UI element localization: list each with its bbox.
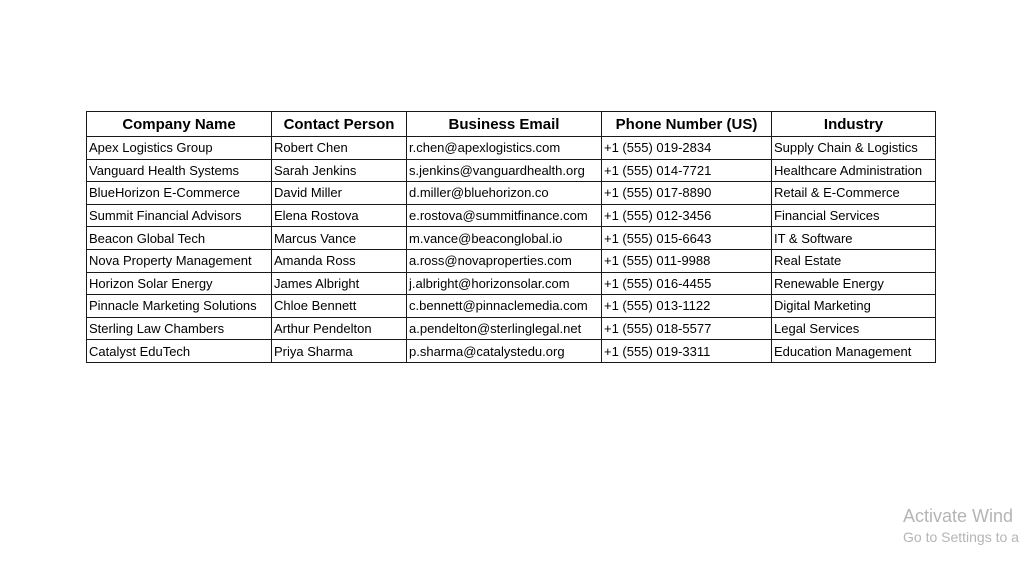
cell-business-email: a.ross@novaproperties.com xyxy=(407,249,602,272)
table-row xyxy=(87,227,936,250)
cell-phone-number: +1 (555) 015-6643 xyxy=(602,227,772,250)
cell-business-email: a.pendelton@sterlinglegal.net xyxy=(407,317,602,340)
cell-business-email: m.vance@beaconglobal.io xyxy=(407,227,602,250)
cell-company-name: Catalyst EduTech xyxy=(87,340,272,363)
cell-contact-person: Sarah Jenkins xyxy=(272,159,407,182)
table-row xyxy=(87,272,936,295)
contacts-table xyxy=(86,111,936,363)
cell-phone-number: +1 (555) 012-3456 xyxy=(602,204,772,227)
table-row xyxy=(87,295,936,318)
cell-contact-person: Marcus Vance xyxy=(272,227,407,250)
table-header-row xyxy=(87,112,936,137)
column-header-contact-person: Contact Person xyxy=(272,112,407,137)
cell-contact-person: David Miller xyxy=(272,182,407,205)
cell-company-name: Apex Logistics Group xyxy=(87,137,272,160)
column-header-company-name: Company Name xyxy=(87,112,272,137)
cell-company-name: BlueHorizon E-Commerce xyxy=(87,182,272,205)
cell-company-name: Nova Property Management xyxy=(87,249,272,272)
cell-industry: Education Management xyxy=(772,340,936,363)
cell-industry: Healthcare Administration xyxy=(772,159,936,182)
cell-contact-person: Chloe Bennett xyxy=(272,295,407,318)
table-row xyxy=(87,137,936,160)
column-header-business-email: Business Email xyxy=(407,112,602,137)
cell-company-name: Sterling Law Chambers xyxy=(87,317,272,340)
cell-company-name: Beacon Global Tech xyxy=(87,227,272,250)
cell-business-email: e.rostova@summitfinance.com xyxy=(407,204,602,227)
cell-business-email: j.albright@horizonsolar.com xyxy=(407,272,602,295)
cell-company-name: Horizon Solar Energy xyxy=(87,272,272,295)
cell-contact-person: James Albright xyxy=(272,272,407,295)
table-body xyxy=(87,137,936,363)
cell-phone-number: +1 (555) 016-4455 xyxy=(602,272,772,295)
table-row xyxy=(87,249,936,272)
cell-business-email: r.chen@apexlogistics.com xyxy=(407,137,602,160)
cell-company-name: Vanguard Health Systems xyxy=(87,159,272,182)
table-row xyxy=(87,182,936,205)
cell-industry: Legal Services xyxy=(772,317,936,340)
cell-business-email: p.sharma@catalystedu.org xyxy=(407,340,602,363)
cell-contact-person: Elena Rostova xyxy=(272,204,407,227)
cell-phone-number: +1 (555) 014-7721 xyxy=(602,159,772,182)
cell-contact-person: Robert Chen xyxy=(272,137,407,160)
cell-phone-number: +1 (555) 013-1122 xyxy=(602,295,772,318)
cell-industry: Digital Marketing xyxy=(772,295,936,318)
cell-contact-person: Amanda Ross xyxy=(272,249,407,272)
cell-phone-number: +1 (555) 019-3311 xyxy=(602,340,772,363)
cell-business-email: c.bennett@pinnaclemedia.com xyxy=(407,295,602,318)
cell-industry: IT & Software xyxy=(772,227,936,250)
watermark-title: Activate Wind xyxy=(903,506,1014,526)
table-row xyxy=(87,317,936,340)
cell-business-email: s.jenkins@vanguardhealth.org xyxy=(407,159,602,182)
cell-industry: Supply Chain & Logistics xyxy=(772,137,936,160)
cell-industry: Retail & E-Commerce xyxy=(772,182,936,205)
activate-windows-watermark xyxy=(903,505,1019,547)
cell-contact-person: Priya Sharma xyxy=(272,340,407,363)
watermark-subtitle: Go to Settings to a xyxy=(903,529,1019,545)
cell-company-name: Pinnacle Marketing Solutions xyxy=(87,295,272,318)
cell-phone-number: +1 (555) 011-9988 xyxy=(602,249,772,272)
cell-phone-number: +1 (555) 019-2834 xyxy=(602,137,772,160)
cell-company-name: Summit Financial Advisors xyxy=(87,204,272,227)
table-row xyxy=(87,204,936,227)
table-row xyxy=(87,340,936,363)
table-row xyxy=(87,159,936,182)
column-header-industry: Industry xyxy=(772,112,936,137)
cell-contact-person: Arthur Pendelton xyxy=(272,317,407,340)
cell-phone-number: +1 (555) 017-8890 xyxy=(602,182,772,205)
cell-industry: Financial Services xyxy=(772,204,936,227)
column-header-phone-number: Phone Number (US) xyxy=(602,112,772,137)
cell-industry: Renewable Energy xyxy=(772,272,936,295)
cell-industry: Real Estate xyxy=(772,249,936,272)
cell-business-email: d.miller@bluehorizon.co xyxy=(407,182,602,205)
cell-phone-number: +1 (555) 018-5577 xyxy=(602,317,772,340)
